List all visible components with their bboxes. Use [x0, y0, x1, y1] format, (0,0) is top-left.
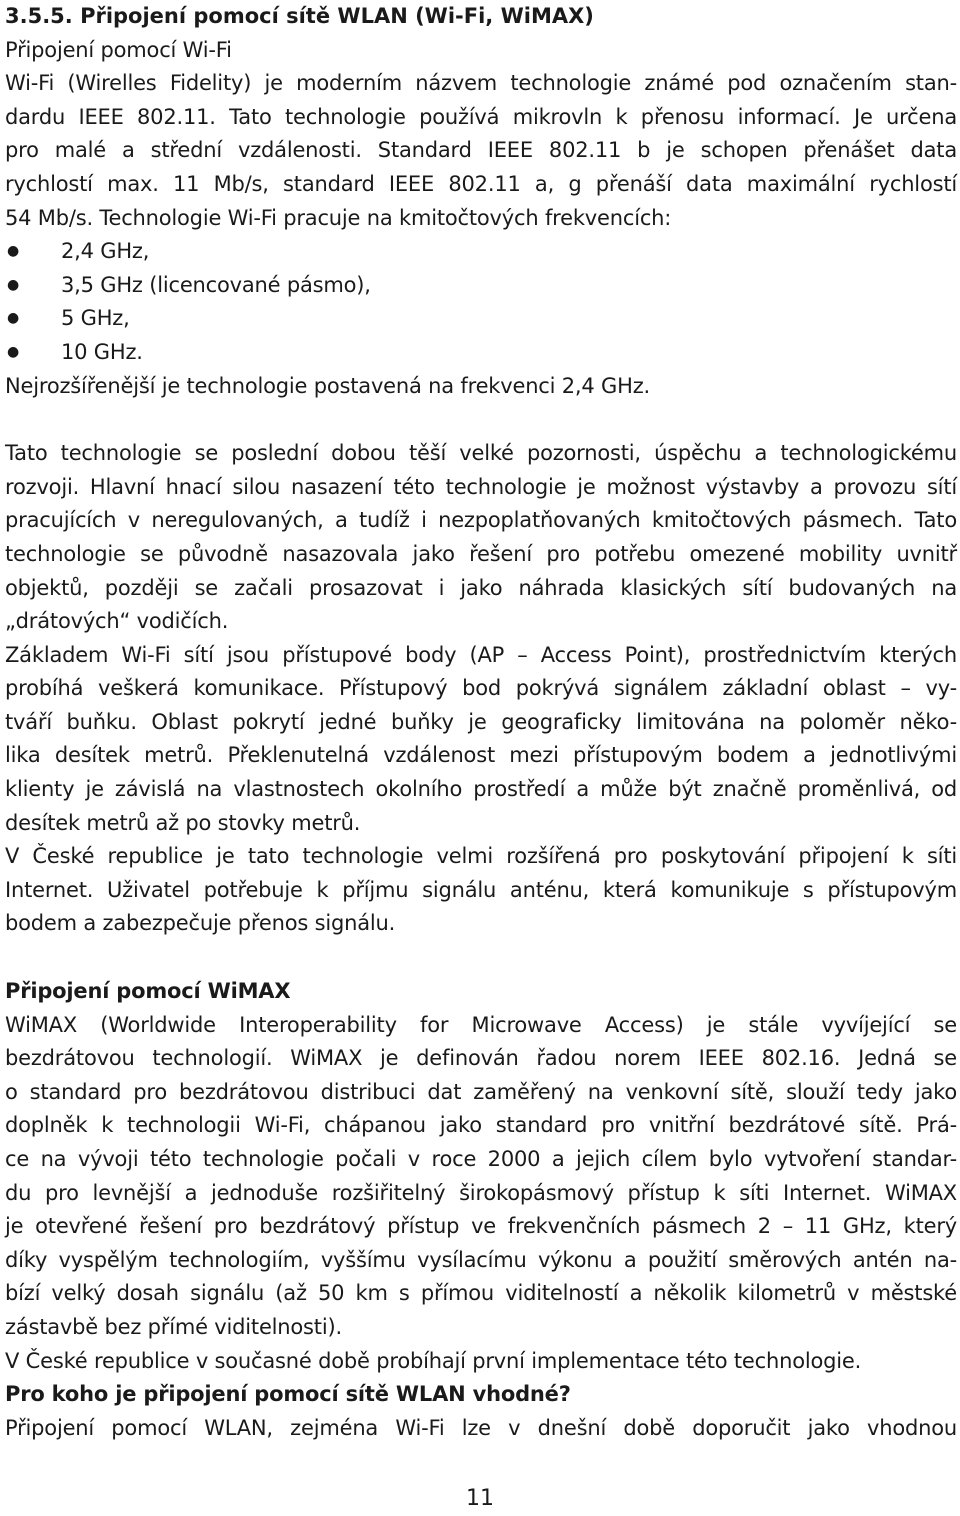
frequency-value: 5 GHz, — [61, 306, 130, 331]
para2-line-5: objektů, později se začali prosazovat i jako náhrada klasických sítí budovaných na — [5, 575, 957, 600]
bullet-icon: ● — [7, 276, 20, 293]
para2-line-1: Tato technologie se poslední dobou těší velké pozornosti, úspěchu a technologickému — [5, 441, 957, 466]
wimax-line-10: zástavbě bez přímé viditelnosti). — [5, 1314, 342, 1339]
wimax-line-3: o standard pro bezdrátovou distribuci dat zaměřený na venkovní sítě, slouží tedy jako — [5, 1079, 957, 1104]
wimax-line-5: ce na vývoji této technologie počali v roce 2000 a jejich cílem bylo vytvoření standar- — [5, 1147, 957, 1171]
wimax-line-4: doplněk k technologii Wi-Fi, chápanou jako standard pro vnitřní bezdrátové sítě. Prá- — [5, 1113, 957, 1138]
frequency-value: 2,4 GHz, — [61, 239, 150, 264]
bullet-icon: ● — [7, 243, 20, 260]
para3-line-1: Základem Wi-Fi sítí jsou přístupové body (AP – Access Point), prostřednictvím kterých — [5, 642, 957, 667]
frequency-value: 10 GHz. — [61, 339, 143, 364]
wimax-line-7: je otevřené řešení pro bezdrátový přístup ve frekvenčních pásmech 2 – 11 GHz, který — [5, 1214, 957, 1239]
wimax-line-1: WiMAX (Worldwide Interoperability for Microwave Access) je stále vyvíjející se — [5, 1012, 957, 1037]
para4-line-1: V České republice je tato technologie velmi rozšířená pro poskytování připojení k síti — [5, 844, 957, 869]
page-number: 11 — [466, 1486, 494, 1511]
para3-line-2: probíhá veškerá komunikace. Přístupový bod pokrývá signálem základní oblast – vy- — [5, 676, 957, 701]
wifi-line-2: dardu IEEE 802.11. Tato technologie používá mikrovln k přenosu informací. Je určena — [5, 104, 957, 129]
wimax-line-2: bezdrátovou technologií. WiMAX je definován řadou norem IEEE 802.16. Jedná se — [5, 1046, 957, 1071]
frequency-list-item — [5, 269, 957, 303]
para2-line-3: pracujících v neregulovaných, a tudíž i nezpoplatňovaných kmitočtových pásmech. Tato — [5, 508, 957, 533]
wimax-heading: Připojení pomocí WiMAX — [5, 979, 291, 1004]
para2-line-2: rozvoji. Hlavní hnací silou nasazení této technologie je možnost výstavby a provozu sítí — [5, 474, 957, 499]
frequency-list-item — [5, 235, 957, 269]
wimax-line-6: du pro levnější a jednoduše rozšiřitelný širokopásmový přístup k síti Internet. WiMAX — [5, 1180, 957, 1205]
para2-line-6: „drátových“ vodičích. — [5, 609, 229, 634]
para3-line-5: klienty je závislá na vlastnostech okolního prostředí a může být značně proměnlivá, od — [5, 777, 957, 802]
para3-line-4: lika desítek metrů. Překlenutelná vzdálenost mezi přístupovým bodem a jednotlivými — [5, 743, 957, 768]
wifi-subheading: Připojení pomocí Wi-Fi — [5, 37, 232, 62]
wifi-line-4: rychlostí max. 11 Mb/s, standard IEEE 802.11 a, g přenáší data maximální rychlostí — [5, 171, 957, 196]
para3-line-3: tváří buňku. Oblast pokrytí jedné buňky je geograficky limitována na poloměr něko- — [5, 709, 957, 734]
para4-line-3: bodem a zabezpečuje přenos signálu. — [5, 911, 396, 936]
wifi-line-5: 54 Mb/s. Technologie Wi-Fi pracuje na kmitočtových frekvencích: — [5, 205, 672, 230]
frequency-list-item — [5, 302, 957, 336]
bullet-icon: ● — [7, 310, 20, 327]
para3-line-6: desítek metrů až po stovky metrů. — [5, 810, 361, 835]
wimax-line-8: díky vyspělým technologiím, vyššímu vysílacímu výkonu a použití směrových antén na- — [5, 1247, 957, 1272]
wifi-line-3: pro malé a střední vzdálenosti. Standard IEEE 802.11 b je schopen přenášet data — [5, 138, 957, 163]
wimax-cz-line: V České republice v současné době probíhají první implementace této technologie. — [5, 1348, 862, 1373]
frequency-list-item — [5, 336, 957, 370]
para2-line-4: technologie se původně nasazovala jako řešení pro potřebu omezené mobility uvnitř — [5, 541, 957, 566]
para4-line-2: Internet. Uživatel potřebuje k příjmu signálu anténu, která komunikuje s přístupovým — [5, 877, 957, 902]
wimax-line-9: bízí velký dosah signálu (až 50 km s přímou viditelností a několik kilometrů v městské — [5, 1281, 957, 1306]
document-page — [5, 0, 957, 1445]
frequency-value: 3,5 GHz (licencované pásmo), — [61, 272, 371, 297]
paragraph-gap — [5, 941, 957, 975]
bullet-icon: ● — [7, 343, 20, 360]
section-heading: 3.5.5. Připojení pomocí sítě WLAN (Wi-Fi, WiMAX) — [5, 4, 594, 28]
wlan-question-heading: Pro koho je připojení pomocí sítě WLAN vhodné? — [5, 1382, 571, 1407]
wifi-line-1: Wi-Fi (Wirelles Fidelity) je moderním názvem technologie známé pod označením stan- — [5, 71, 957, 96]
most-common-line: Nejrozšířenější je technologie postavená na frekvenci 2,4 GHz. — [5, 373, 650, 398]
paragraph-gap — [5, 403, 957, 437]
wlan-answer-line: Připojení pomocí WLAN, zejména Wi-Fi lze v dnešní době doporučit jako vhodnou — [5, 1415, 957, 1440]
